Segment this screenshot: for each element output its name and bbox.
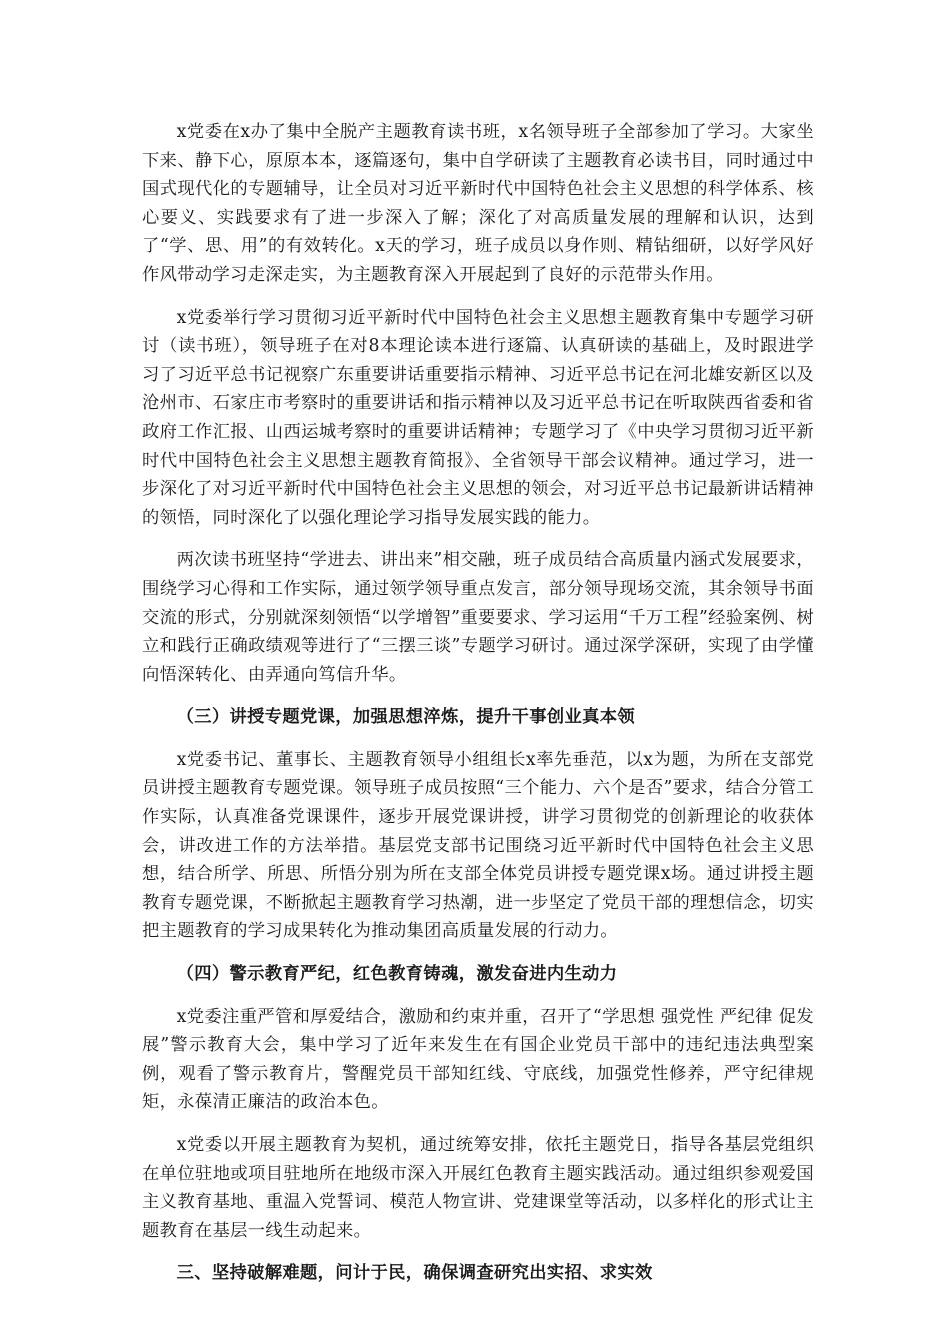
document-page — [142, 118, 814, 1302]
paragraph-study-seminar: x党委举行学习贯彻习近平新时代中国特色社会主义思想主题教育集中专题学习研讨（读书班），领导班子在对8本理论读本进行逐篇、认真研读的基础上，及时跟进学习了习近平总书记视察广东重要讲话重要指示精神、习近平总书记在河北雄安新区以及沧州市、石家庄市考察时的重要讲话和指示精神以及习近平总书记在听取陕西省委和省政府工作汇报、山西运城考察时的重要讲话精神；专题学习了《中央学习贯彻习近平新时代中国特色社会主义思想主题教育简报》、全省领导干部会议精神。通过学习，进一步深化了对习近平新时代中国特色社会主义思想的领会，对习近平总书记最新讲话精神的领悟，同时深化了以强化理论学习指导发展实践的能力。 — [142, 307, 814, 528]
paragraph-red-education: x党委以开展主题教育为契机，通过统筹安排，依托主题党日，指导各基层党组织在单位驻地或项目驻地所在地级市深入开展红色教育主题实践活动。通过组织参观爱国主义教育基地、重温入党誓词、模范人物宣讲、党建课堂等活动，以多样化的形式让主题教育在基层一线生动起来。 — [142, 1135, 814, 1241]
section-heading-party-lectures: （三）讲授专题党课，加强思想淬炼，提升干事创业真本领 — [176, 707, 636, 728]
section-heading-research: 三、坚持破解难题，问计于民，确保调查研究出实招、求实效 — [176, 1263, 653, 1284]
paragraph-warning-education: x党委注重严管和厚爱结合，激励和约束并重，召开了“学思想 强党性 严纪律 促发展”警示教育大会，集中学习了近年来发生在有国企业党员干部中的违纪违法典型案例，观看了警示教育片，警醒党员干部知红线、守底线，加强党性修养，严守纪律规矩，永葆清正廉洁的政治本色。 — [142, 1006, 814, 1113]
paragraph-party-lectures: x党委书记、董事长、主题教育领导小组组长x率先垂范，以x为题，为所在支部党员讲授主题教育专题党课。领导班子成员按照“三个能力、六个是否”要求，结合分管工作实际，认真准备党课课件，逐步开展党课讲授，讲学习贯彻党的创新理论的收获体会，讲改进工作的方法举措。基层党支部书记围绕习近平新时代中国特色社会主义思想，结合所学、所思、所悟分别为所在支部全体党员讲授专题党课x场。通过讲授主题教育专题党课，不断掀起主题教育学习热潮，进一步坚定了党员干部的理想信念，切实把主题教育的学习成果转化为推动集团高质量发展的行动力。 — [142, 749, 814, 942]
section-heading-warning-education: （四）警示教育严纪，红色教育铸魂，激发奋进内生动力 — [176, 964, 618, 985]
paragraph-two-reading-classes: 两次读书班坚持“学进去、讲出来”相交融，班子成员结合高质量内涵式发展要求，围绕学习心得和工作实际，通过领学领导重点发言，部分领导现场交流，其余领导书面交流的形式，分别就深刻领悟“以学增智”重要要求、学习运用“千万工程”经验案例、树立和践行正确政绩观等进行了“三摆三谈”专题学习研讨。通过深学深研，实现了由学懂向悟深转化、由弄通向笃信升华。 — [142, 550, 814, 685]
paragraph-reading-class: x党委在x办了集中全脱产主题教育读书班，x名领导班子全部参加了学习。大家坐下来、静下心，原原本本，逐篇逐句，集中自学研读了主题教育必读书目，同时通过中国式现代化的专题辅导，让全员对习近平新时代中国特色社会主义思想的科学体系、核心要义、实践要求有了进一步深入了解；深化了对高质量发展的理解和认识，达到了“学、思、用”的有效转化。x天的学习，班子成员以身作则、精钻细研，以好学风好作风带动学习走深走实，为主题教育深入开展起到了良好的示范带头作用。 — [142, 122, 814, 285]
